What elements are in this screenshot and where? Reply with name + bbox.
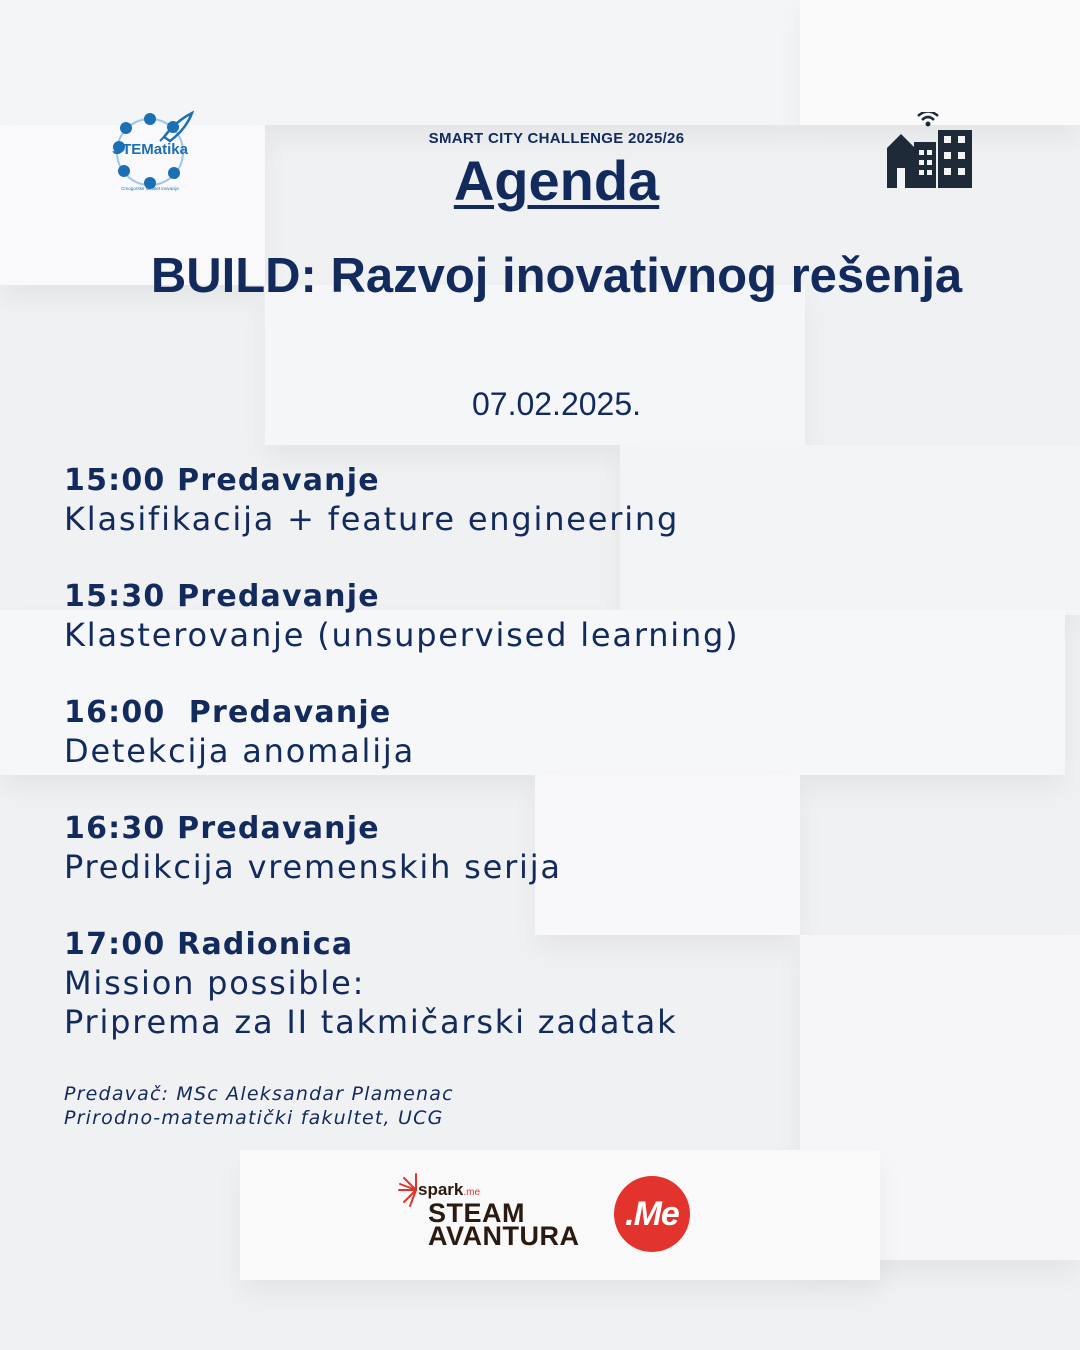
agenda-item	[64, 809, 1024, 887]
agenda-item	[64, 461, 1024, 539]
event-subtitle: BUILD: Razvoj inovativnog rešenja	[150, 249, 963, 303]
background-panel	[800, 0, 1080, 125]
agenda-item	[64, 925, 1024, 1042]
agenda-item-time: 16:30 Predavanje	[64, 811, 380, 846]
lecturer-info	[64, 1082, 454, 1130]
agenda-item	[64, 693, 1024, 771]
event-date: 07.02.2025.	[471, 386, 642, 422]
page-title: Agenda	[453, 149, 660, 212]
spark-wordmark: spark.me	[418, 1180, 481, 1199]
agenda-item-desc: Klasifikacija + feature engineering	[64, 500, 680, 538]
challenge-label: SMART CITY CHALLENGE 2025/26	[428, 130, 685, 147]
steam-wordmark: STEAM	[428, 1198, 525, 1228]
agenda-item-desc: Predikcija vremenskih serija	[64, 848, 562, 886]
agenda-item	[64, 577, 1024, 655]
agenda-item-desc: Mission possible:	[64, 964, 366, 1002]
spark-steam-avantura-logo	[396, 1170, 586, 1252]
avantura-wordmark: AVANTURA	[428, 1221, 580, 1251]
agenda-list	[64, 461, 1024, 1080]
agenda-item-desc: Klasterovanje (unsupervised learning)	[64, 616, 740, 654]
agenda-item-time: 15:00 Predavanje	[64, 463, 380, 498]
me-logo: .Me	[614, 1176, 690, 1252]
lecturer-name: Predavač: MSc Aleksandar Plamenac	[64, 1083, 454, 1105]
stematika-ring-text: Crnogorske fakultet inovacije	[121, 186, 179, 191]
agenda-item-desc-line2: Priprema za II takmičarski zadatak	[64, 1003, 678, 1041]
agenda-item-time: 15:30 Predavanje	[64, 579, 380, 614]
agenda-item-time: 16:00 Predavanje	[64, 695, 392, 730]
agenda-item-desc: Detekcija anomalija	[64, 732, 415, 770]
stematika-logo-text: STEMatika	[112, 141, 188, 158]
lecturer-institution: Prirodno-matematički fakultet, UCG	[64, 1107, 444, 1129]
agenda-item-time: 17:00 Radionica	[64, 927, 354, 962]
